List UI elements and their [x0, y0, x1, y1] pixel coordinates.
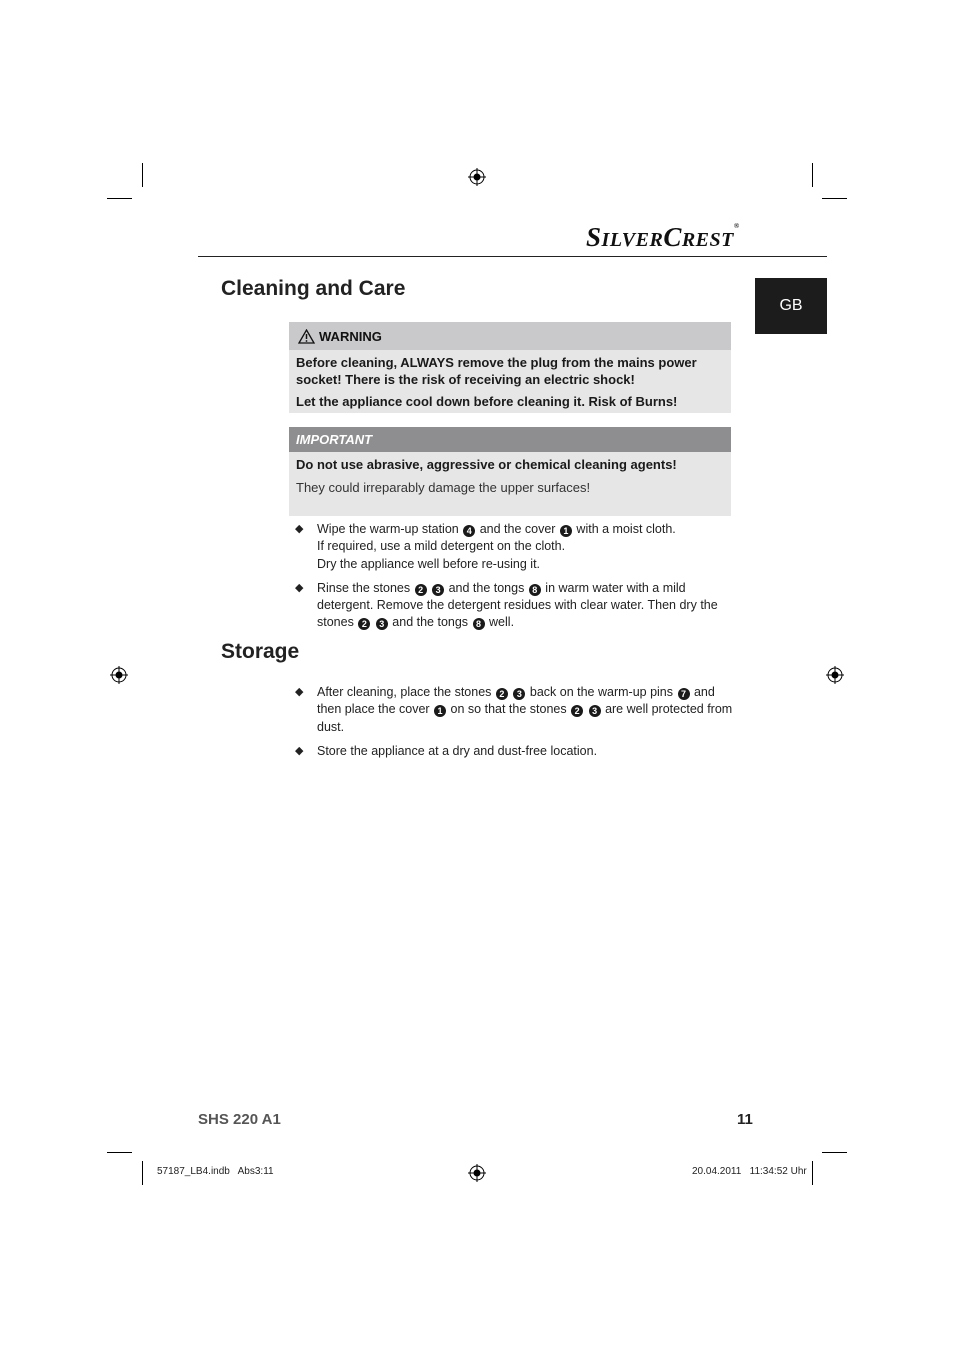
registration-mark-icon — [826, 666, 844, 684]
warning-text: Before cleaning, ALWAYS remove the plug from the mains power socket! There is the risk of receiving an electric shock! — [296, 355, 697, 387]
section-title-storage: Storage — [221, 640, 300, 663]
warning-icon — [298, 329, 315, 344]
crop-mark — [107, 1152, 132, 1153]
diamond-bullet-icon: ◆ — [295, 686, 304, 698]
print-slug-date: 20.04.2011 11:34:52 Uhr — [692, 1166, 807, 1177]
brand-logo: SILVERCREST® — [586, 222, 740, 252]
list-item: ◆ Rinse the stones 2 3 and the tongs 8 in warm water with a mild detergent. Remove the detergent residues with clear water. Then dry the stones 2 3 and the tongs 8 well. — [295, 580, 735, 632]
storage-list — [295, 684, 735, 767]
print-slug-file: 57187_LB4.indb Abs3:11 — [157, 1166, 274, 1177]
page-number: 11 — [737, 1111, 753, 1128]
language-tab: GB — [755, 278, 827, 334]
crop-mark — [812, 163, 813, 187]
crop-mark — [107, 198, 132, 199]
cleaning-list — [295, 521, 735, 639]
diamond-bullet-icon: ◆ — [295, 581, 304, 594]
diamond-bullet-icon: ◆ — [295, 523, 304, 535]
crop-mark — [822, 198, 847, 199]
important-text: Do not use abrasive, aggressive or chemical cleaning agents! — [296, 457, 677, 472]
registration-mark-icon — [110, 666, 128, 684]
list-item: ◆ After cleaning, place the stones 2 3 back on the warm-up pins 7 and then place the cover 1 on so that the stones 2 3 are well protected from dust. — [295, 684, 735, 736]
crop-mark — [142, 1161, 143, 1185]
important-box — [289, 427, 731, 516]
warning-header: WARNING — [289, 322, 731, 350]
warning-box — [289, 322, 731, 413]
important-header: IMPORTANT — [289, 427, 731, 452]
header-rule — [198, 256, 827, 257]
model-number: SHS 220 A1 — [198, 1111, 281, 1128]
crop-mark — [142, 163, 143, 187]
diamond-bullet-icon: ◆ — [295, 744, 304, 757]
crop-mark — [822, 1152, 847, 1153]
important-text: They could irreparably damage the upper surfaces! — [296, 480, 591, 495]
warning-text: Let the appliance cool down before cleaning it. Risk of Burns! — [296, 394, 678, 409]
section-title-cleaning: Cleaning and Care — [221, 277, 406, 300]
list-item: ◆ Wipe the warm-up station 4 and the cover 1 with a moist cloth. If required, use a mild detergent on the cloth. Dry the appliance well before re-using it. — [295, 521, 735, 573]
registration-mark-icon — [468, 1164, 486, 1182]
crop-mark — [812, 1161, 813, 1185]
registration-mark-icon — [468, 168, 486, 186]
list-item: ◆ Store the appliance at a dry and dust-free location. — [295, 743, 735, 760]
